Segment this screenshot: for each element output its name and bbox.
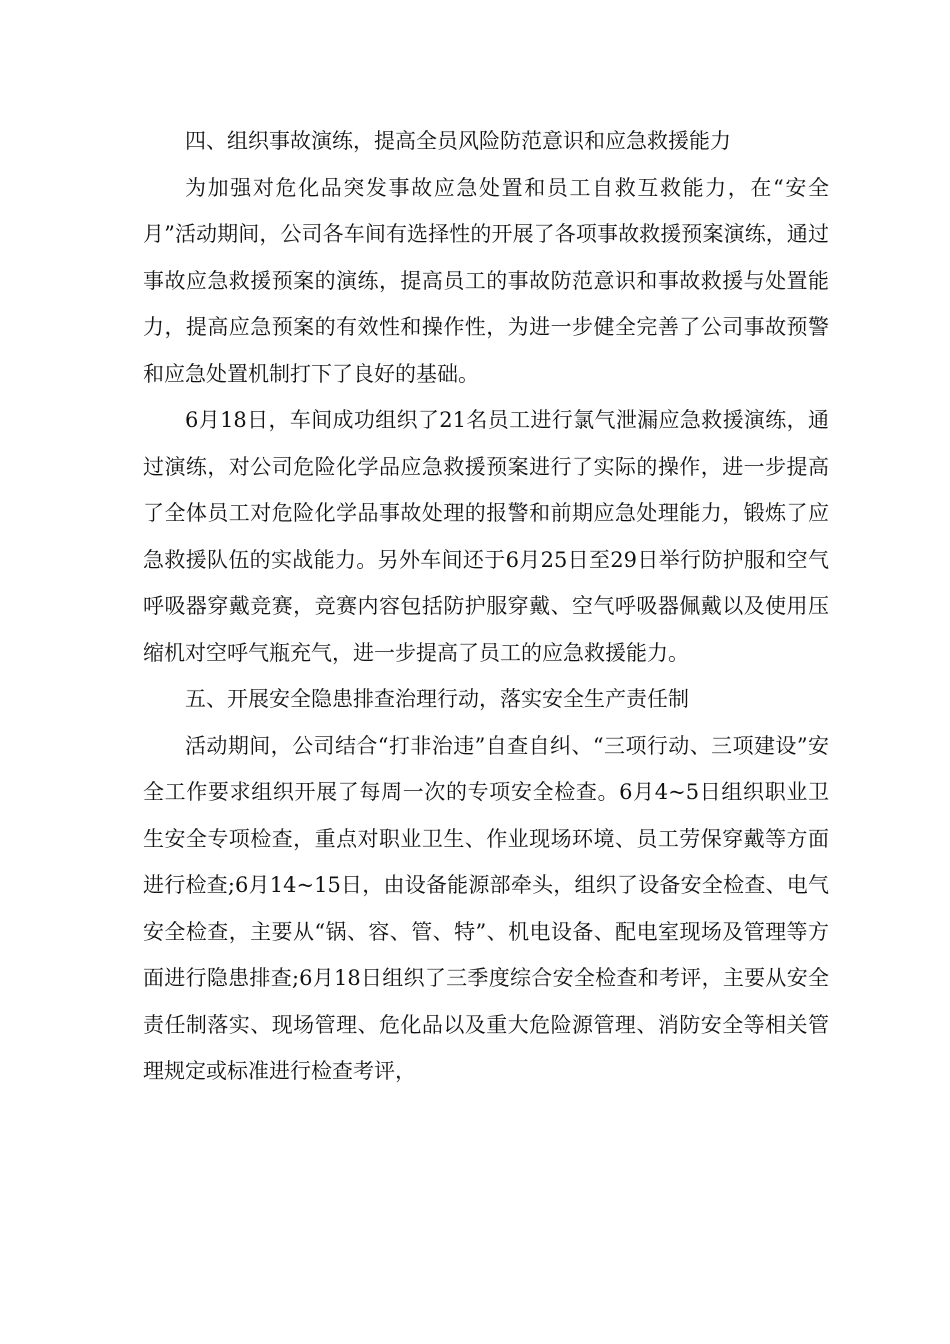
section-4-paragraph-2: 6月18日，车间成功组织了21名员工进行氯气泄漏应急救援演练，通过演练，对公司危险化学品应急救援预案进行了实际的操作，进一步提高了全体员工对危险化学品事故处理的报警和前期应急处理能力，锻炼了应急救援队伍的实战能力。另外车间还于6月25日至29日举行防护服和空气呼吸器穿戴竞赛，竞赛内容包括防护服穿戴、空气呼吸器佩戴以及使用压缩机对空呼气瓶充气，进一步提高了员工的应急救援能力。 xyxy=(143,408,829,665)
section-5-paragraph-1: 活动期间，公司结合“打非治违”自查自纠、“三项行动、三项建设”安全工作要求组织开展了每周一次的专项安全检查。6月4~5日组织职业卫生安全专项检查，重点对职业卫生、作业现场环境、员工劳保穿戴等方面进行检查;6月14~15日，由设备能源部牵头，组织了设备安全检查、电气安全检查，主要从“锅、容、管、特”、机电设备、配电室现场及管理等方面进行隐患排查;6月18日组织了三季度综合安全检查和考评，主要从安全责任制落实、现场管理、危化品以及重大危险源管理、消防安全等相关管理规定或标准进行检查考评， xyxy=(143,733,829,1083)
section-5-heading: 五、开展安全隐患排查治理行动，落实安全生产责任制 xyxy=(185,687,689,711)
section-4-paragraph-1: 为加强对危化品突发事故应急处置和员工自救互救能力，在“安全月”活动期间，公司各车间有选择性的开展了各项事故救援预案演练，通过事故应急救援预案的演练，提高员工的事故防范意识和事故救援与处置能力，提高应急预案的有效性和操作性，为进一步健全完善了公司事故预警和应急处置机制打下了良好的基础。 xyxy=(143,175,829,386)
section-4-heading: 四、组织事故演练，提高全员风险防范意识和应急救援能力 xyxy=(185,129,731,153)
document-body xyxy=(143,118,829,1095)
